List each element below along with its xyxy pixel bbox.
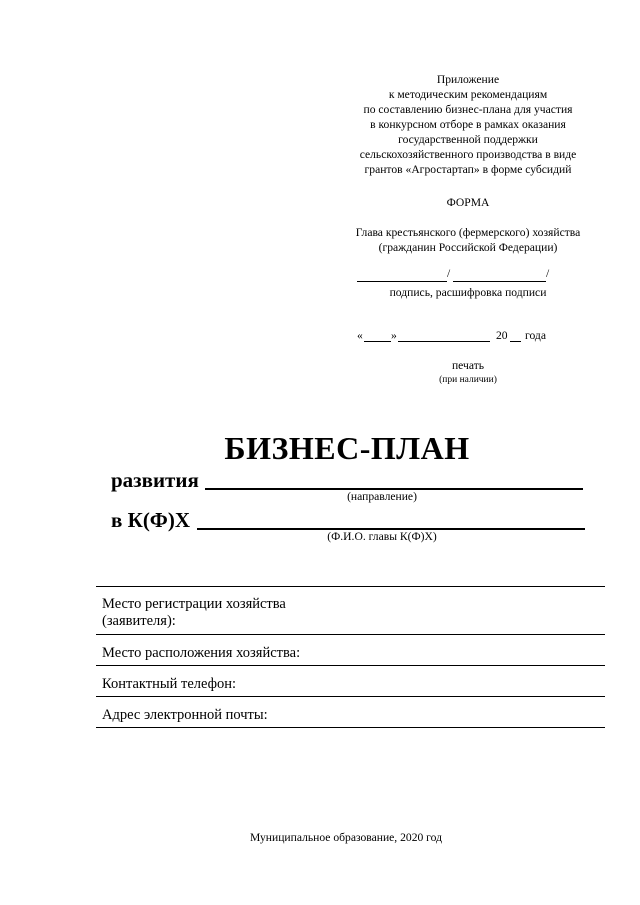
- development-caption: (направление): [347, 490, 417, 503]
- head-of-farm-line2: (гражданин Российской Федерации): [378, 241, 558, 254]
- appendix-line: сельскохозяйственного производства в виде: [359, 148, 577, 161]
- signature-name-line: [357, 281, 447, 282]
- date-close-quote: »: [391, 329, 397, 342]
- appendix-line: грантов «Агростартап» в форме субсидий: [364, 163, 572, 176]
- fields-top-rule: [96, 586, 605, 587]
- registration-label-line1: Место регистрации хозяйства: [102, 596, 286, 612]
- kfh-label: в К(Ф)Х: [111, 508, 191, 532]
- appendix-line: Приложение: [436, 73, 500, 86]
- email-rule: [96, 727, 605, 728]
- signature-decode-line: [453, 281, 546, 282]
- appendix-line: государственной поддержки: [398, 133, 538, 146]
- location-rule: [96, 665, 605, 666]
- phone-label: Контактный телефон:: [102, 676, 237, 692]
- footer-municipality: Муниципальное образование, 2020 год: [249, 831, 443, 844]
- registration-label-line2: (заявителя):: [102, 613, 176, 629]
- stamp-note: (при наличии): [439, 375, 497, 385]
- date-year-suffix: года: [525, 329, 546, 342]
- signature-slash: /: [447, 267, 451, 280]
- signature-caption: подпись, расшифровка подписи: [389, 286, 547, 299]
- appendix-header: [318, 72, 618, 177]
- date-year-prefix: 20: [496, 329, 508, 342]
- date-month-line: [398, 341, 490, 342]
- appendix-line: в конкурсном отборе в рамках оказания: [370, 118, 566, 131]
- date-open-quote: «: [357, 329, 363, 342]
- location-label: Место расположения хозяйства:: [102, 645, 301, 661]
- registration-rule: [96, 634, 605, 635]
- head-of-farm-line1: Глава крестьянского (фермерского) хозяйства: [355, 226, 581, 239]
- email-label: Адрес электронной почты:: [102, 707, 268, 723]
- appendix-line: по составлению бизнес-плана для участия: [363, 103, 573, 116]
- stamp-label: печать: [451, 359, 485, 372]
- head-of-farm: [318, 225, 618, 255]
- registration-field: [102, 596, 286, 630]
- form-label: ФОРМА: [446, 196, 490, 209]
- signature-end-slash: /: [546, 267, 550, 280]
- appendix-line: к методическим рекомендациям: [388, 88, 548, 101]
- date-year-line: [510, 341, 521, 342]
- date-day-line: [364, 341, 391, 342]
- kfh-caption: (Ф.И.О. главы К(Ф)Х): [327, 530, 437, 543]
- document-title: БИЗНЕС-ПЛАН: [224, 430, 470, 466]
- phone-rule: [96, 696, 605, 697]
- development-label: развития: [111, 468, 199, 492]
